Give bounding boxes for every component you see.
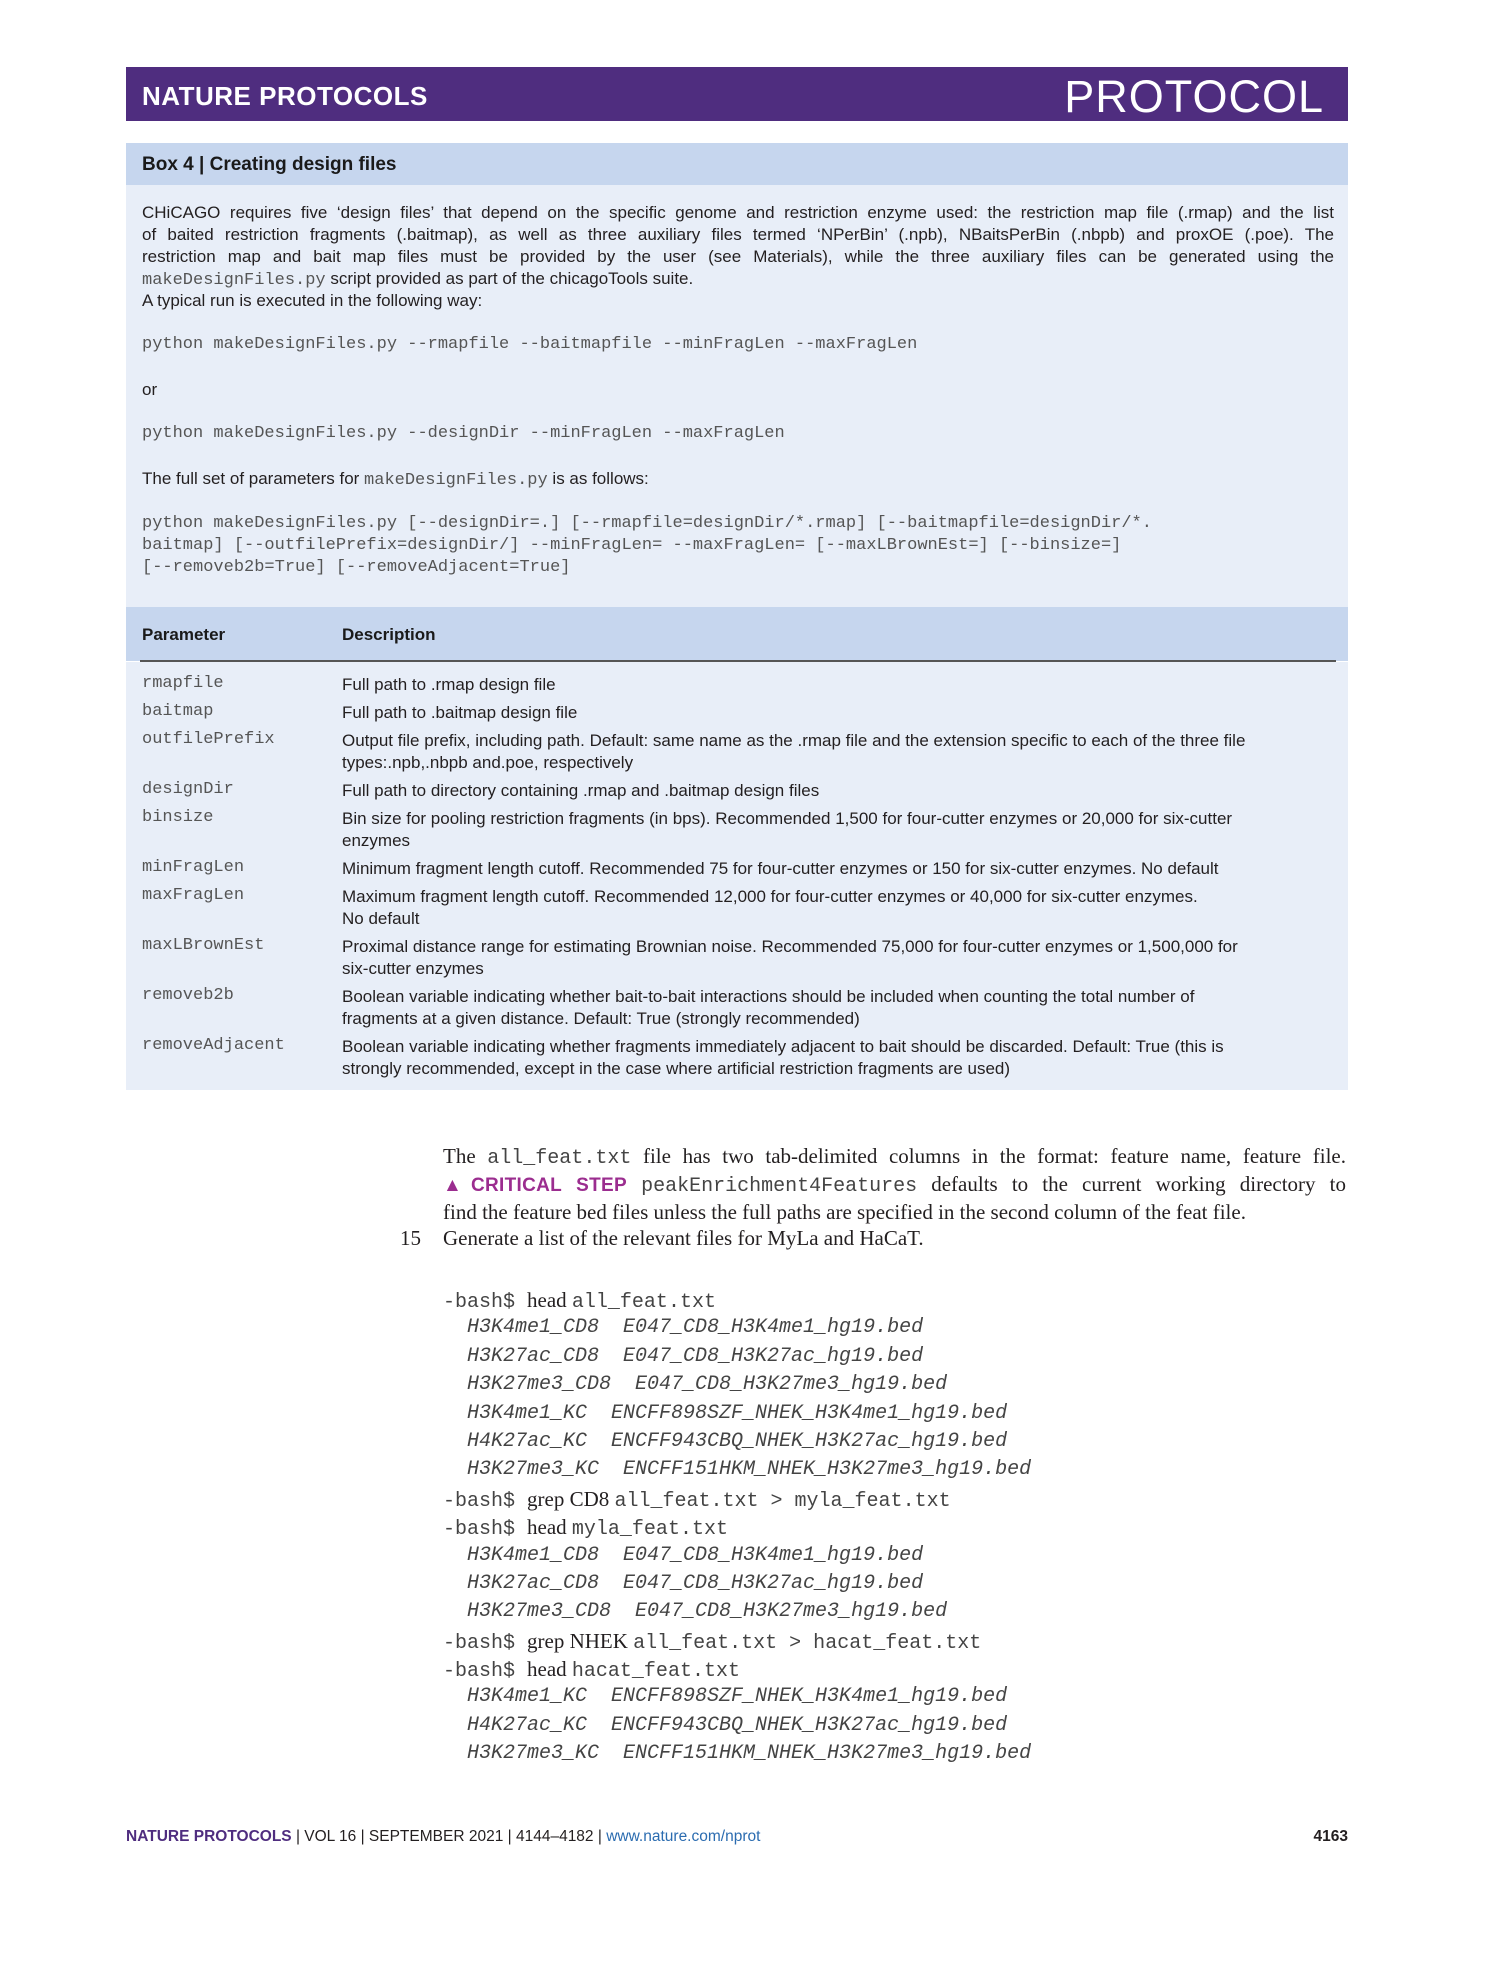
param-desc: Full path to directory containing .rmap and .baitmap design files (342, 781, 820, 800)
output-text: H3K27ac_CD8 E047_CD8_H3K27ac_hg19.bed (467, 1571, 924, 1595)
output-text: H4K27ac_KC ENCFF943CBQ_NHEK_H3K27ac_hg19.bed (467, 1429, 1008, 1453)
journal-name: NATURE PROTOCOLS (142, 81, 428, 111)
param-desc: Full path to .baitmap design file (342, 703, 578, 722)
column-header-parameter: Parameter (142, 625, 226, 644)
paragraph-line: ▲CRITICAL STEP peakEnrichment4Features defaults to the current working directory to (443, 1172, 1346, 1198)
param-desc: Proximal distance range for estimating Brownian noise. Recommended 75,000 for four-cutter enzymes or 1,500,000 for six-cutter enzymes (342, 937, 1238, 978)
command-line: python makeDesignFiles.py [--designDir=.] [--rmapfile=designDir/*.rmap] [--baitmapfile=designDir/*. (142, 514, 1152, 533)
shell-output-line (443, 1343, 1031, 1371)
shell-argument: all_feat.txt (571, 1291, 716, 1314)
shell-command-line (443, 1485, 1031, 1513)
shell-command: grep CD8 (527, 1486, 615, 1511)
output-text: H3K4me1_KC ENCFF898SZF_NHEK_H3K4me1_hg19.bed (467, 1685, 1008, 1709)
shell-output-line (443, 1314, 1031, 1342)
column-header-description: Description (342, 625, 436, 644)
page-number: 4163 (1313, 1828, 1348, 1845)
or-text: or (142, 380, 158, 399)
shell-command: head (527, 1515, 572, 1540)
footer-journal: NATURE PROTOCOLS (126, 1828, 292, 1845)
param-desc: Maximum fragment length cutoff. Recommended 12,000 for four-cutter enzymes or 40,000 for six-cutter enzymes. No default (342, 887, 1198, 928)
full-set-text (142, 468, 1334, 492)
full-set-post: is as follows: (547, 469, 649, 488)
paragraph-line: The all_feat.txt file has two tab-delimited columns in the format: feature name, feature file. (443, 1144, 1346, 1170)
script-name: makeDesignFiles.py (364, 471, 548, 490)
box-intro-line: CHiCAGO requires five ‘design files’ that depend on the specific genome and restriction enzyme used: the restriction map file (.rmap) and the list (142, 203, 1334, 222)
shell-prompt: -bash$ (443, 1489, 528, 1513)
output-text: H3K27me3_KC ENCFF151HKM_NHEK_H3K27me3_hg19.bed (467, 1742, 1032, 1766)
param-name: designDir (142, 780, 234, 799)
journal-header (126, 67, 1348, 121)
shell-output-line (443, 1456, 1031, 1484)
script-name: makeDesignFiles.py (142, 271, 326, 290)
param-desc: Boolean variable indicating whether fragments immediately adjacent to bait should be discarded. Default: True (this is strongly recommended, except in the case where artificial restriction fragments are used) (342, 1037, 1224, 1078)
shell-command: grep NHEK (527, 1628, 634, 1653)
box-intro-line: of baited restriction fragments (.baitmap), as well as three auxiliary files termed ‘NPerBin’ (.npb), NBaitsPerBin (.nbpb) and proxOE (.poe). The (142, 225, 1334, 244)
parameter-table (126, 662, 1348, 1090)
footer-url-link[interactable]: www.nature.com/nprot (606, 1828, 761, 1845)
output-text: H4K27ac_KC ENCFF943CBQ_NHEK_H3K27ac_hg19.bed (467, 1713, 1008, 1737)
shell-output-line (443, 1740, 1031, 1768)
typical-run-text: A typical run is executed in the following way: (142, 291, 483, 310)
shell-output-line (443, 1570, 1031, 1598)
param-name: removeAdjacent (142, 1036, 285, 1055)
shell-output-line (443, 1712, 1031, 1740)
page-footer (126, 1828, 1348, 1852)
code-block (443, 1286, 1031, 1769)
param-name: removeb2b (142, 986, 234, 1005)
shell-output-line (443, 1428, 1031, 1456)
output-text: H3K27me3_CD8 E047_CD8_H3K27me3_hg19.bed (467, 1373, 948, 1397)
command-name: peakEnrichment4Features (641, 1175, 918, 1198)
param-desc: Bin size for pooling restriction fragments (in bps). Recommended 1,500 for four-cutter enzymes or 20,000 for six-cutter enzymes (342, 809, 1233, 850)
shell-output-line (443, 1598, 1031, 1626)
output-text: H3K27me3_CD8 E047_CD8_H3K27me3_hg19.bed (467, 1600, 948, 1624)
shell-prompt: -bash$ (443, 1631, 528, 1655)
command-line: python makeDesignFiles.py --rmapfile --baitmapfile --minFragLen --maxFragLen (142, 335, 918, 354)
box-title-bar (126, 143, 1348, 185)
file-name: all_feat.txt (487, 1147, 632, 1170)
critical-step-label: ▲CRITICAL STEP (443, 1175, 627, 1196)
shell-prompt: -bash$ (443, 1518, 528, 1542)
param-name: maxFragLen (142, 886, 245, 905)
article-type: PROTOCOL (1064, 71, 1324, 122)
shell-command: head (527, 1657, 572, 1682)
shell-prompt: -bash$ (443, 1660, 528, 1684)
shell-output-line (443, 1371, 1031, 1399)
box-body (126, 185, 1348, 607)
footer-date: SEPTEMBER 2021 (368, 1828, 504, 1845)
body-paragraph (443, 1142, 1346, 1226)
parameter-table-header (126, 607, 1348, 661)
shell-output-line (443, 1683, 1031, 1711)
output-text: H3K4me1_CD8 E047_CD8_H3K4me1_hg19.bed (467, 1316, 924, 1340)
output-text: H3K27me3_KC ENCFF151HKM_NHEK_H3K27me3_hg19.bed (467, 1458, 1032, 1482)
param-name: outfilePrefix (142, 730, 275, 749)
shell-output-line (443, 1400, 1031, 1428)
param-desc: Output file prefix, including path. Default: same name as the .rmap file and the extension specific to each of the three file types:.npb,.nbpb and.poe, respectively (342, 731, 1246, 772)
param-name: binsize (142, 808, 214, 827)
param-desc: Boolean variable indicating whether bait-to-bait interactions should be included when counting the total number of fragments at a given distance. Default: True (strongly recommended) (342, 987, 1195, 1028)
command-line: [--removeb2b=True] [--removeAdjacent=True] (142, 558, 571, 577)
shell-command-line (443, 1513, 1031, 1541)
command-line: python makeDesignFiles.py --designDir --minFragLen --maxFragLen (142, 424, 785, 443)
step-number: 15 (400, 1226, 421, 1250)
shell-command-line (443, 1627, 1031, 1655)
param-desc: Minimum fragment length cutoff. Recommended 75 for four-cutter enzymes or 150 for six-cutter enzymes. No default (342, 859, 1219, 878)
box-intro-tail: script provided as part of the chicagoTools suite. (325, 269, 694, 288)
step-text: Generate a list of the relevant files for MyLa and HaCaT. (443, 1226, 924, 1250)
shell-output-line (443, 1542, 1031, 1570)
output-text: H3K4me1_KC ENCFF898SZF_NHEK_H3K4me1_hg19.bed (467, 1401, 1008, 1425)
paragraph-line: find the feature bed files unless the full paths are specified in the second column of the feat file. (443, 1200, 1246, 1224)
param-name: minFragLen (142, 858, 245, 877)
footer-pages: 4144–4182 (515, 1828, 594, 1845)
param-name: maxLBrownEst (142, 936, 265, 955)
full-set-pre: The full set of parameters for (142, 469, 365, 488)
output-text: H3K4me1_CD8 E047_CD8_H3K4me1_hg19.bed (467, 1543, 924, 1567)
shell-argument: myla_feat.txt (571, 1518, 728, 1542)
shell-argument: all_feat.txt > myla_feat.txt (614, 1489, 951, 1513)
param-name: baitmap (142, 702, 214, 721)
shell-command-line (443, 1655, 1031, 1683)
box-title: Box 4 | Creating design files (142, 154, 397, 175)
param-name: rmapfile (142, 674, 224, 693)
box-intro-line (142, 268, 1334, 292)
output-text: H3K27ac_CD8 E047_CD8_H3K27ac_hg19.bed (467, 1344, 924, 1368)
footer-volume: VOL 16 (304, 1828, 357, 1845)
shell-argument: all_feat.txt > hacat_feat.txt (633, 1631, 982, 1655)
shell-command-line (443, 1286, 1031, 1314)
footer-citation: NATURE PROTOCOLS | VOL 16 | SEPTEMBER 2021 | 4144–4182 | www.nature.com/nprot (126, 1828, 761, 1845)
shell-prompt: -bash$ (443, 1291, 528, 1314)
param-desc: Full path to .rmap design file (342, 675, 556, 694)
box-intro-line: restriction map and bait map files must be provided by the user (see Materials), while the three auxiliary files can be generated using the (142, 247, 1334, 266)
shell-command: head (527, 1288, 572, 1312)
shell-argument: hacat_feat.txt (571, 1660, 740, 1684)
command-line: baitmap] [--outfilePrefix=designDir/] --minFragLen= --maxFragLen= [--maxLBrownEst=] [--binsize=] (142, 536, 1122, 555)
